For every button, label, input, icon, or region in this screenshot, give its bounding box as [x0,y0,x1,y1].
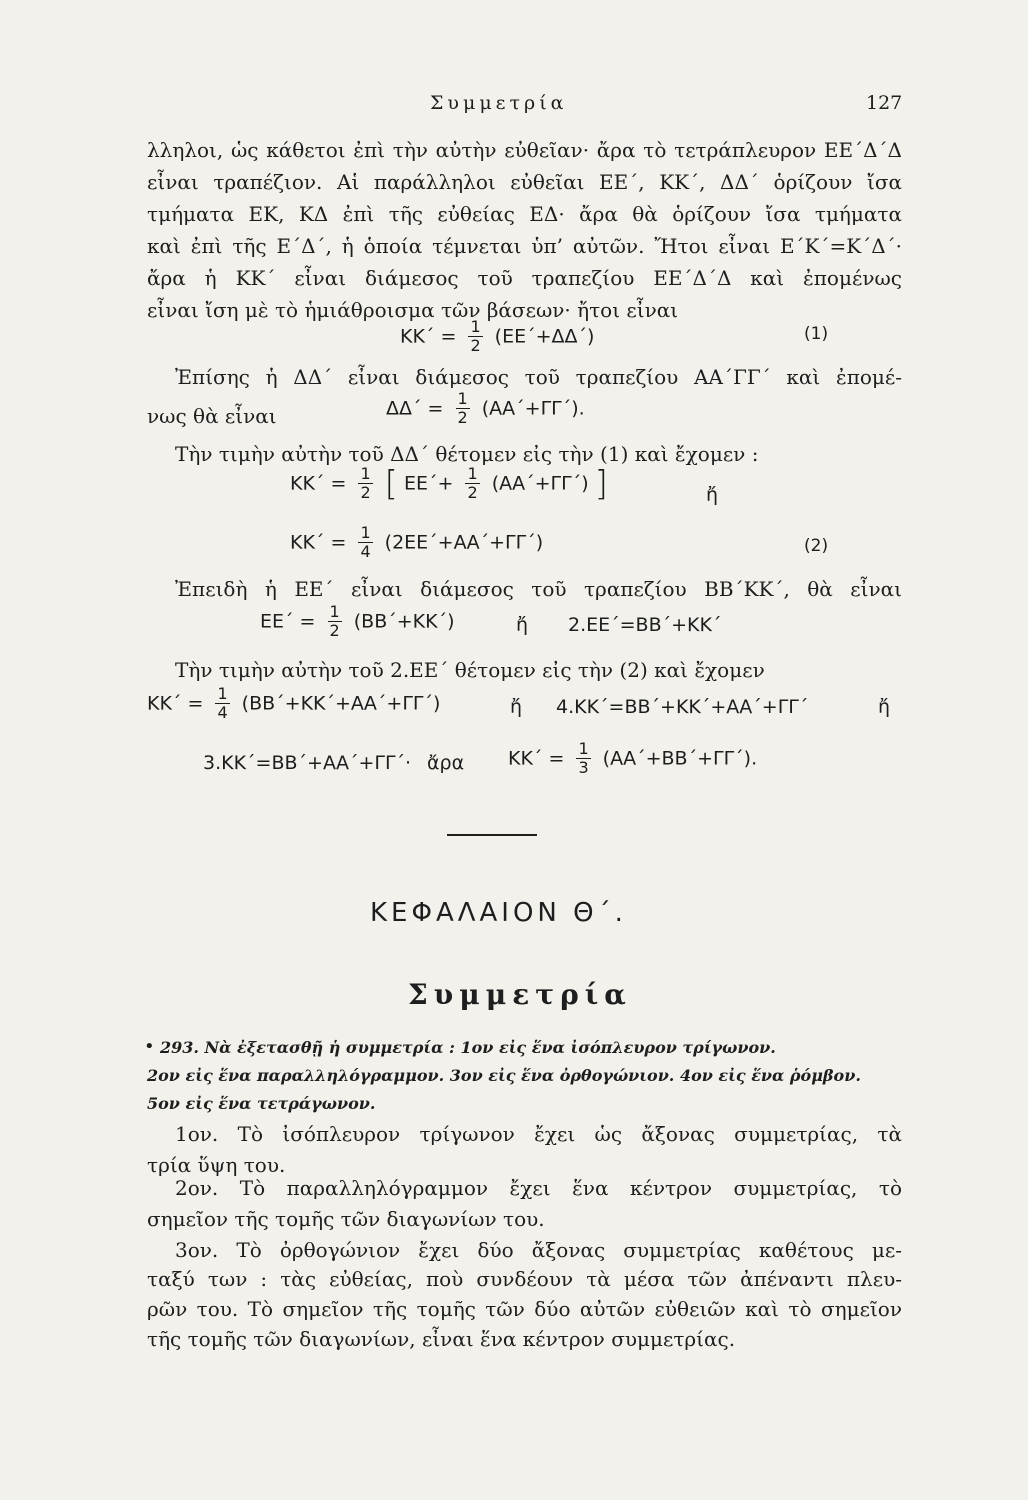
text-line: τμήματα ΕΚ, ΚΔ ἐπὶ τῆς εὐθείας ΕΔ· ἄρα θὰ ὁρίζουν ἴσα τμήματα [147,202,902,226]
equation-label-2: (2) [804,536,829,556]
text-line: λληλοι, ὡς κάθετοι ἐπὶ τὴν αὐτὴν εὐθεῖαν· ἄρα τὸ τετράπλευρον ΕΕ΄Δ΄Δ [147,138,902,162]
eq-lhs: ΚΚ΄ = [400,325,457,348]
page-number: 127 [866,92,903,114]
exercise-line: 5ον εἰς ἕνα τετράγωνον. [147,1094,376,1113]
answer-line: 1ον. Τὸ ἰσόπλευρον τρίγωνον ἔχει ὡς ἄξονας συμμετρίας, τὰ [175,1122,902,1146]
or-word: ἤ [878,696,891,718]
answer-line: 3ον. Τὸ ὀρθογώνιον ἔχει δύο ἄξονας συμμετρίας καθέτους με- [175,1238,902,1262]
equation-final: ΚΚ΄ = $\frac{1}{3}$ (ΑΑ΄+ΒΒ΄+ΓΓ΄). [508,739,758,777]
fraction: $\frac{1}{3}$ [578,739,589,777]
fraction: $\frac{1}{2}$ [457,389,468,427]
fraction: $\frac{1}{2}$ [329,602,340,640]
text-line: Τὴν τιμὴν αὐτὴν τοῦ ΔΔ΄ θέτομεν εἰς τὴν (1) καὶ ἔχομεν : [175,442,759,466]
text-line: Τὴν τιμὴν αὐτὴν τοῦ 2.ΕΕ΄ θέτομεν εἰς τὴν (2) καὶ ἔχομεν [175,658,765,682]
equation-ee-alt: 2.ΕΕ΄=ΒΒ΄+ΚΚ΄ [568,614,722,636]
equation-label-1: (1) [804,324,829,344]
running-header-title: Συμμετρία [430,92,568,114]
fraction: $\frac{1}{2}$ [360,464,371,502]
bullet-mark: • [144,1036,155,1057]
equation-kk4: ΚΚ΄ = $\frac{1}{4}$ (ΒΒ΄+ΚΚ΄+ΑΑ΄+ΓΓ΄) [147,684,441,722]
exercise-line: 293. Νὰ ἐξετασθῇ ἡ συμμετρία : 1ον εἰς ἕνα ἰσόπλευρον τρίγωνον. [160,1038,776,1057]
equation-1 [400,318,594,355]
text-line: ἄρα ἡ ΚΚ΄ εἶναι διάμεσος τοῦ τραπεζίου ΕΕ΄Δ΄Δ καὶ ἐπομένως [147,266,902,290]
fraction: $\frac{1}{2}$ [470,317,481,355]
exercise-line: 2ον εἰς ἕνα παραλληλόγραμμον. 3ον εἰς ἕνα ὀρθογώνιον. 4ον εἰς ἕνα ῥόμβον. [147,1066,861,1085]
text-line: νως θὰ εἶναι [147,404,277,428]
section-heading: Συμμετρία [408,978,632,1011]
answer-line: ρῶν του. Τὸ σημεῖον τῆς τομῆς τῶν δύο αὐτῶν εὐθειῶν καὶ τὸ σημεῖον [147,1297,902,1321]
equation-2: ΚΚ΄ = $\frac{1}{4}$ (2ΕΕ΄+ΑΑ΄+ΓΓ΄) [290,523,544,561]
text-line: εἶναι ἴση μὲ τὸ ἡμιάθροισμα τῶν βάσεων· ἤτοι εἶναι [147,298,679,322]
text-line: Ἐπειδὴ ἡ ΕΕ΄ εἶναι διάμεσος τοῦ τραπεζίου ΒΒ΄ΚΚ΄, θὰ εἶναι [175,577,902,601]
or-word: ἤ [706,484,719,506]
fraction: $\frac{1}{4}$ [217,684,228,722]
equation-ee: ΕΕ΄ = $\frac{1}{2}$ (ΒΒ΄+ΚΚ΄) [260,602,455,640]
equation-final-pre: 3.ΚΚ΄=ΒΒ΄+ΑΑ΄+ΓΓ΄· [203,752,412,774]
equation-dd: ΔΔ΄ = $\frac{1}{2}$ (ΑΑ΄+ΓΓ΄). [386,389,585,427]
section-divider [447,834,537,836]
text-line: καὶ ἐπὶ τῆς Ε΄Δ΄, ἡ ὁποία τέμνεται ὑπ’ αὐτῶν. Ἤτοι εἶναι Ε΄Κ΄=Κ΄Δ΄· [147,234,902,258]
text-line: εἶναι τραπέζιον. Αἱ παράλληλοι εὐθεῖαι ΕΕ΄, ΚΚ΄, ΔΔ΄ ὁρίζουν ἴσα [147,170,902,194]
chapter-heading: ΚΕΦΑΛΑΙΟΝ Θ΄. [370,898,627,928]
eq-rhs: (ΕΕ΄+ΔΔ΄) [494,325,595,348]
answer-line: τῆς τομῆς τῶν διαγωνίων, εἶναι ἕνα κέντρον συμμετρίας. [147,1327,736,1351]
answer-line: σημεῖον τῆς τομῆς τῶν διαγωνίων του. [147,1207,545,1231]
left-bracket: [ [384,463,398,504]
equation-kk4-alt: 4.ΚΚ΄=ΒΒ΄+ΚΚ΄+ΑΑ΄+ΓΓ΄ [556,696,809,718]
equation-substitution: ΚΚ΄ = $\frac{1}{2}$ [ ΕΕ΄+ $\frac{1}{2}$ (ΑΑ΄+ΓΓ΄) ] [290,463,608,504]
answer-line: ταξύ των : τὰς εὐθείας, ποὺ συνδέουν τὰ μέσα τῶν ἀπέναντι πλευ- [147,1267,902,1291]
or-word: ἤ [516,614,529,636]
fraction: $\frac{1}{2}$ [467,464,478,502]
answer-line: τρία ὕψη του. [147,1153,286,1177]
answer-line: 2ον. Τὸ παραλληλόγραμμον ἔχει ἕνα κέντρον συμμετρίας, τὸ [175,1176,902,1200]
right-bracket: ] [594,463,608,504]
fraction: $\frac{1}{4}$ [360,523,371,561]
therefore-word: ἄρα [427,752,465,774]
text-line: Ἐπίσης ἡ ΔΔ΄ εἶναι διάμεσος τοῦ τραπεζίου ΑΑ΄ΓΓ΄ καὶ ἐπομέ- [175,365,902,389]
or-word: ἤ [510,696,523,718]
